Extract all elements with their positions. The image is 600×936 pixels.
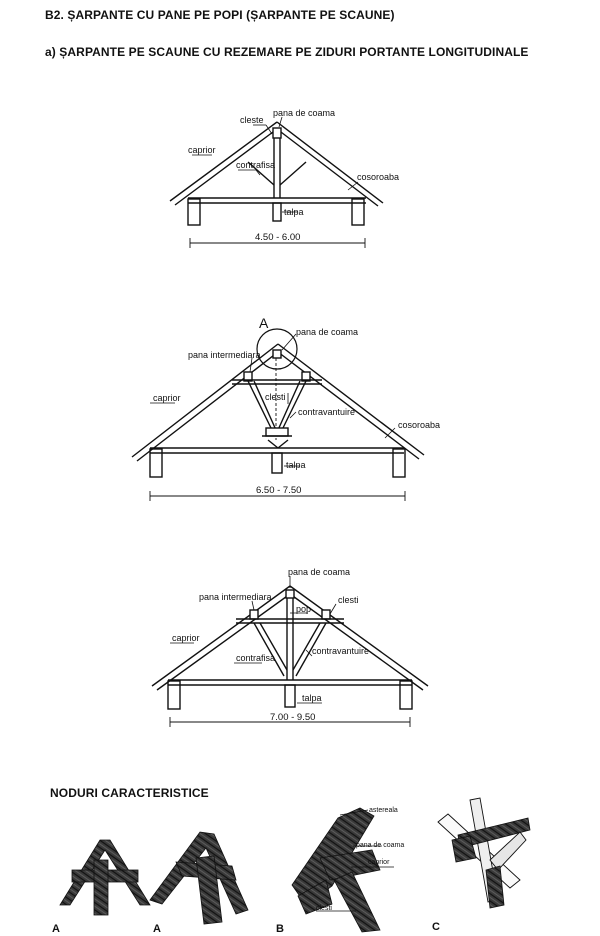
node-c — [438, 798, 530, 908]
label-caprior: caprior — [368, 859, 390, 866]
label-contrafisa: contrafisa — [236, 160, 276, 170]
span-dimension: 7.00 - 9.50 — [270, 712, 316, 723]
label-clesti: clesti — [265, 392, 286, 402]
label-talpa: talpa — [286, 460, 306, 470]
post-base-block — [266, 428, 288, 436]
label-pana-de-coama: pana de coama — [356, 842, 405, 849]
label-talpa: talpa — [302, 693, 322, 703]
strut-left — [254, 623, 284, 676]
label-pana-de-coama: pana de coama — [288, 567, 351, 577]
node-letter: A — [52, 923, 60, 935]
intermediate-purlin-left — [250, 610, 258, 619]
node-letter: A — [153, 923, 161, 935]
ridge-purlin — [273, 350, 281, 358]
sill — [285, 685, 295, 707]
label-pana-intermediara: pana intermediara — [188, 350, 261, 360]
label-contravantuire: contravantuire — [312, 646, 370, 656]
label-cosoroaba: cosoroaba — [357, 172, 400, 182]
label-talpa: talpa — [284, 207, 304, 217]
label-pana-de-coama: pana de coama — [273, 108, 336, 118]
detail-letter-a: A — [259, 315, 269, 331]
label-pop: pop — [296, 604, 312, 614]
post-left — [248, 381, 272, 430]
label-cosoroaba: cosoroaba — [398, 420, 441, 430]
page-heading: B2. ȘARPANTE CU PANE PE POPI (ȘARPANTE PE SCAUNE) — [45, 8, 395, 22]
roof-truss-diagram-small — [0, 100, 600, 260]
label-contrafisa: contrafisa — [236, 653, 276, 663]
label-pana-de-coama: pana de coama — [296, 327, 359, 337]
ridge-purlin — [286, 590, 294, 598]
page-subheading: a) ȘARPANTE PE SCAUNE CU REZEMARE PE ZIDURI PORTANTE LONGITUDINALE — [45, 45, 529, 59]
label-cleste: cleste — [240, 115, 264, 125]
sill — [272, 453, 282, 473]
label-pana-intermediara: pana intermediara — [199, 592, 272, 602]
span-dimension: 6.50 - 7.50 — [256, 485, 302, 496]
strut-right — [280, 162, 306, 185]
sill — [273, 203, 281, 221]
post-right — [282, 381, 306, 430]
label-caprior: caprior — [153, 393, 181, 403]
node-a-perspective — [150, 832, 248, 924]
label-caprior: caprior — [172, 633, 200, 643]
rafter-right — [278, 344, 424, 455]
ridge-purlin — [273, 128, 281, 138]
rafter-right — [290, 586, 428, 686]
roof-truss-diagram-large — [0, 560, 600, 745]
label-clesti: clesti — [316, 905, 332, 912]
characteristic-nodes — [0, 795, 600, 936]
node-b — [292, 808, 394, 932]
node-letter: C — [432, 921, 440, 933]
intermediate-purlin-right — [322, 610, 330, 619]
label-contravantuire: contravantuire — [298, 407, 356, 417]
label-caprior: caprior — [188, 145, 216, 155]
detail-circle-a — [257, 329, 297, 369]
label-clesti: clesti — [338, 595, 359, 605]
node-letter: B — [276, 923, 284, 935]
nodes-heading: NODURI CARACTERISTICE — [50, 786, 209, 800]
label-astereala: astereala — [369, 807, 398, 814]
rafter-right — [277, 122, 383, 203]
node-a-front — [60, 840, 150, 915]
roof-truss-diagram-medium — [0, 300, 600, 510]
span-dimension: 4.50 - 6.00 — [255, 232, 301, 243]
